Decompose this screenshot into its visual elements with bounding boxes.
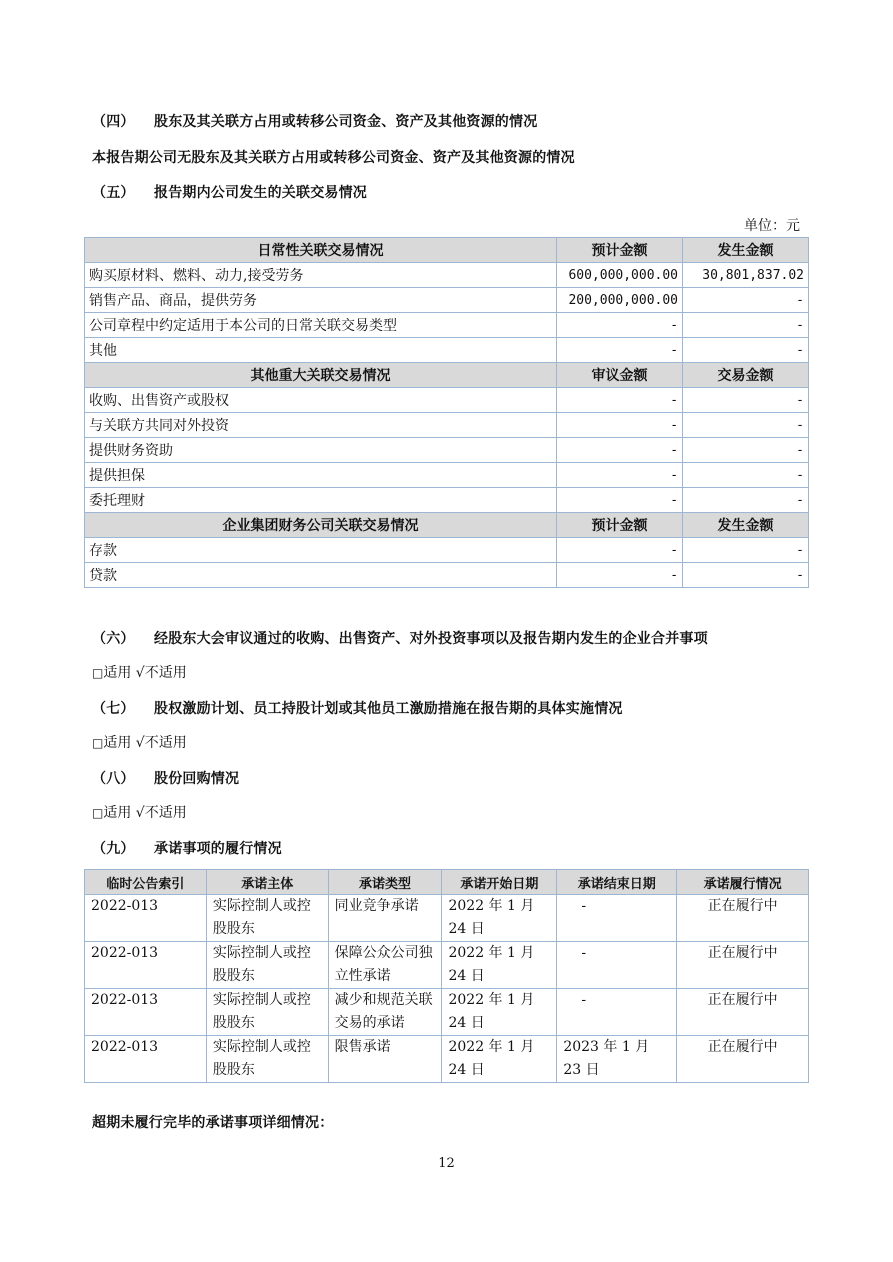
announcement-index-cell: 2022-013 (85, 895, 207, 942)
announcement-index-cell: 2022-013 (85, 1036, 207, 1083)
amount-cell: 600,000,000.00 (557, 263, 683, 288)
table-row (85, 942, 809, 989)
section-6-heading: （六） 经股东大会审议通过的收购、出售资产、对外投资事项以及报告期内发生的企业合并事项 (92, 631, 708, 647)
status-cell: 正在履行中 (677, 989, 809, 1036)
unit-label: 单位：元 (744, 218, 800, 234)
transaction-type-cell: 公司章程中约定适用于本公司的日常关联交易类型 (85, 313, 557, 338)
amount-cell: - (557, 388, 683, 413)
group-header-row (85, 363, 809, 388)
table-row (85, 538, 809, 563)
commitment-party-cell: 实际控制人或控股股东 (206, 989, 328, 1036)
section-9-heading: （九） 承诺事项的履行情况 (92, 841, 282, 857)
announcement-index-cell: 2022-013 (85, 942, 207, 989)
amount-cell: - (683, 438, 809, 463)
table-row (85, 338, 809, 363)
amount-cell: - (683, 488, 809, 513)
section-8-heading: （八） 股份回购情况 (92, 771, 240, 787)
commitment-party-cell: 实际控制人或控股股东 (206, 895, 328, 942)
transaction-type-cell: 销售产品、商品，提供劳务 (85, 288, 557, 313)
column-header: 其他重大关联交易情况 (85, 363, 557, 388)
amount-cell: - (683, 388, 809, 413)
column-header: 承诺开始日期 (442, 870, 557, 895)
end-date-cell: 2023 年 1 月 23 日 (557, 1036, 677, 1083)
column-header: 发生金额 (683, 513, 809, 538)
amount-cell: - (683, 288, 809, 313)
column-header: 预计金额 (557, 238, 683, 263)
unchecked-box-icon: □ (92, 736, 104, 750)
column-header: 临时公告索引 (85, 870, 207, 895)
page-number: 12 (438, 1156, 455, 1171)
checkmark-icon: √ (135, 805, 145, 821)
section-4-heading: （四） 股东及其关联方占用或转移公司资金、资产及其他资源的情况 (92, 114, 538, 130)
amount-cell: - (683, 563, 809, 588)
unchecked-box-icon: □ (92, 666, 104, 680)
table-row (85, 388, 809, 413)
column-header: 承诺主体 (206, 870, 328, 895)
amount-cell: - (557, 438, 683, 463)
amount-cell: - (557, 538, 683, 563)
transaction-type-cell: 与关联方共同对外投资 (85, 413, 557, 438)
commitment-party-cell: 实际控制人或控股股东 (206, 1036, 328, 1083)
table-row (85, 488, 809, 513)
end-date-cell: - (557, 895, 677, 942)
applicability-s8: □适用 √不适用 (92, 805, 187, 821)
applicability-s6: □适用 √不适用 (92, 665, 187, 681)
column-header: 承诺类型 (328, 870, 442, 895)
table-row (85, 313, 809, 338)
end-date-cell: - (557, 942, 677, 989)
table-row (85, 438, 809, 463)
table-row (85, 288, 809, 313)
group-header-row (85, 513, 809, 538)
column-header: 承诺履行情况 (677, 870, 809, 895)
commitment-party-cell: 实际控制人或控股股东 (206, 942, 328, 989)
amount-cell: - (557, 313, 683, 338)
transaction-type-cell: 提供担保 (85, 463, 557, 488)
table-row (85, 895, 809, 942)
commitment-type-cell: 限售承诺 (328, 1036, 442, 1083)
overdue-commitments-heading: 超期未履行完毕的承诺事项详细情况： (92, 1115, 334, 1131)
amount-cell: - (557, 413, 683, 438)
start-date-cell: 2022 年 1 月 24 日 (442, 942, 557, 989)
status-cell: 正在履行中 (677, 1036, 809, 1083)
transaction-type-cell: 收购、出售资产或股权 (85, 388, 557, 413)
amount-cell: - (557, 563, 683, 588)
end-date-cell: - (557, 989, 677, 1036)
commitment-type-cell: 保障公众公司独立性承诺 (328, 942, 442, 989)
transaction-type-cell: 其他 (85, 338, 557, 363)
start-date-cell: 2022 年 1 月 24 日 (442, 989, 557, 1036)
group-header-row (85, 238, 809, 263)
amount-cell: - (557, 338, 683, 363)
transaction-type-cell: 提供财务资助 (85, 438, 557, 463)
column-header: 交易金额 (683, 363, 809, 388)
amount-cell: - (557, 488, 683, 513)
announcement-index-cell: 2022-013 (85, 989, 207, 1036)
column-header: 审议金额 (557, 363, 683, 388)
section-4-text: 本报告期公司无股东及其关联方占用或转移公司资金、资产及其他资源的情况 (92, 150, 575, 166)
status-cell: 正在履行中 (677, 942, 809, 989)
table-row (85, 1036, 809, 1083)
column-header: 日常性关联交易情况 (85, 238, 557, 263)
status-cell: 正在履行中 (677, 895, 809, 942)
amount-cell: 30,801,837.02 (683, 263, 809, 288)
amount-cell: - (683, 413, 809, 438)
amount-cell: - (557, 463, 683, 488)
table-row (85, 463, 809, 488)
transaction-type-cell: 存款 (85, 538, 557, 563)
commitment-type-cell: 减少和规范关联交易的承诺 (328, 989, 442, 1036)
column-header: 承诺结束日期 (557, 870, 677, 895)
amount-cell: - (683, 538, 809, 563)
transaction-type-cell: 贷款 (85, 563, 557, 588)
column-header: 预计金额 (557, 513, 683, 538)
checkmark-icon: √ (135, 665, 145, 681)
commitments-table (84, 869, 809, 1083)
commitment-type-cell: 同业竞争承诺 (328, 895, 442, 942)
amount-cell: - (683, 463, 809, 488)
table-row (85, 263, 809, 288)
start-date-cell: 2022 年 1 月 24 日 (442, 1036, 557, 1083)
applicability-s7: □适用 √不适用 (92, 735, 187, 751)
transaction-type-cell: 委托理财 (85, 488, 557, 513)
amount-cell: - (683, 338, 809, 363)
table-row (85, 989, 809, 1036)
transaction-type-cell: 购买原材料、燃料、动力,接受劳务 (85, 263, 557, 288)
unchecked-box-icon: □ (92, 806, 104, 820)
checkmark-icon: √ (135, 735, 145, 751)
section-7-heading: （七） 股权激励计划、员工持股计划或其他员工激励措施在报告期的具体实施情况 (92, 701, 623, 717)
section-5-heading: （五） 报告期内公司发生的关联交易情况 (92, 185, 367, 201)
start-date-cell: 2022 年 1 月 24 日 (442, 895, 557, 942)
column-header: 发生金额 (683, 238, 809, 263)
table-row (85, 413, 809, 438)
related-transactions-table (84, 237, 809, 588)
amount-cell: - (683, 313, 809, 338)
column-header: 企业集团财务公司关联交易情况 (85, 513, 557, 538)
amount-cell: 200,000,000.00 (557, 288, 683, 313)
table-row (85, 563, 809, 588)
